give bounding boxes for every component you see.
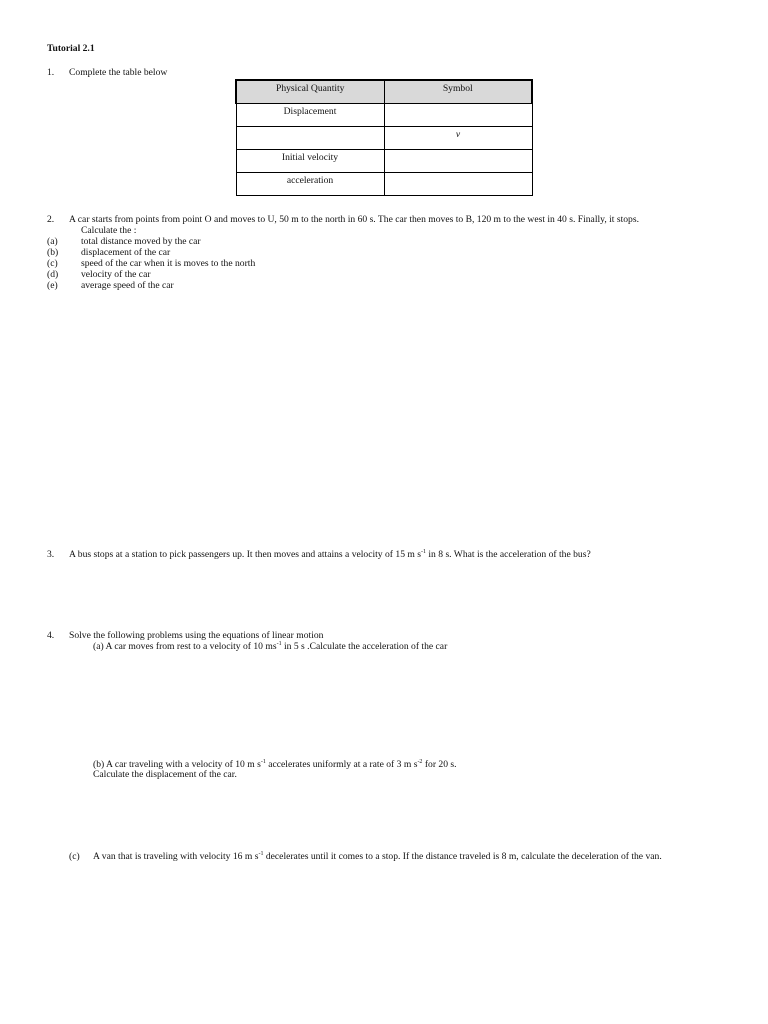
table-cell[interactable]: v bbox=[384, 127, 532, 150]
q4-number: 4. bbox=[47, 630, 55, 641]
q3-number: 3. bbox=[47, 549, 55, 560]
q4a-text bbox=[93, 641, 447, 652]
q2-item-text: total distance moved by the car bbox=[81, 236, 201, 247]
q4b-text-c: for 20 s. bbox=[422, 759, 457, 770]
q4a-text-a: (a) A car moves from rest to a velocity of 10 ms bbox=[93, 641, 277, 652]
q2-item-label: (d) bbox=[47, 269, 59, 280]
q2-number: 2. bbox=[47, 214, 55, 225]
q2-item-label: (b) bbox=[47, 247, 59, 258]
table-cell[interactable] bbox=[384, 150, 532, 173]
q4c-text-a: A van that is traveling with velocity 16 m s bbox=[93, 851, 259, 862]
table-cell[interactable] bbox=[236, 127, 384, 150]
q4b-unit-exponent-1: -1 bbox=[260, 759, 266, 765]
q2-prompt: Calculate the : bbox=[81, 225, 137, 236]
q4b-unit-exponent-2: -2 bbox=[417, 759, 423, 765]
q1-number: 1. bbox=[47, 67, 55, 78]
q4c-unit-exponent: -1 bbox=[258, 851, 264, 857]
q2-item-text: velocity of the car bbox=[81, 269, 151, 280]
q3-text-a: A bus stops at a station to pick passengers up. It then moves and attains a velocity of 15 m s bbox=[69, 549, 421, 560]
q2-item-label: (a) bbox=[47, 236, 58, 247]
table-cell[interactable]: acceleration bbox=[236, 173, 384, 196]
q2-text: A car starts from points from point O and moves to U, 50 m to the north in 60 s. The car then moves to B, 120 m to the west in 40 s. Finally, it stops. bbox=[69, 214, 639, 225]
table-row bbox=[236, 104, 532, 127]
q4b-text-b: accelerates uniformly at a rate of 3 m s bbox=[265, 759, 418, 770]
table-header-row bbox=[236, 80, 532, 104]
header-physical-quantity: Physical Quantity bbox=[236, 80, 384, 104]
table-row bbox=[236, 173, 532, 196]
table-cell[interactable]: Initial velocity bbox=[236, 150, 384, 173]
q2-item-text: average speed of the car bbox=[81, 280, 174, 291]
q3-text bbox=[69, 549, 591, 560]
q4c-label: (c) bbox=[69, 851, 80, 862]
q2-item-text: displacement of the car bbox=[81, 247, 171, 258]
table-cell[interactable] bbox=[384, 173, 532, 196]
q4a-unit-exponent: -1 bbox=[276, 641, 282, 647]
q1-text: Complete the table below bbox=[69, 67, 168, 78]
q4-text: Solve the following problems using the equations of linear motion bbox=[69, 630, 324, 641]
page-title: Tutorial 2.1 bbox=[47, 43, 95, 54]
q4b-text-a: (b) A car traveling with a velocity of 10 m s bbox=[93, 759, 261, 770]
q4c-text-b: decelerates until it comes to a stop. If the distance traveled is 8 m, calculate the deceleration of the van. bbox=[263, 851, 662, 862]
q4c-text bbox=[93, 851, 662, 862]
q2-item-label: (c) bbox=[47, 258, 58, 269]
q4b-line2: Calculate the displacement of the car. bbox=[93, 769, 237, 780]
table-row bbox=[236, 150, 532, 173]
table-cell[interactable]: Displacement bbox=[236, 104, 384, 127]
q3-text-b: in 8 s. What is the acceleration of the bus? bbox=[425, 549, 591, 560]
table-cell[interactable] bbox=[384, 104, 532, 127]
q2-item-text: speed of the car when it is moves to the north bbox=[81, 258, 256, 269]
header-symbol: Symbol bbox=[384, 80, 532, 104]
q3-unit-exponent: -1 bbox=[420, 549, 426, 555]
q4a-text-b: in 5 s .Calculate the acceleration of the car bbox=[281, 641, 448, 652]
q2-item-label: (e) bbox=[47, 280, 58, 291]
quantity-table bbox=[235, 79, 533, 196]
table-row bbox=[236, 127, 532, 150]
